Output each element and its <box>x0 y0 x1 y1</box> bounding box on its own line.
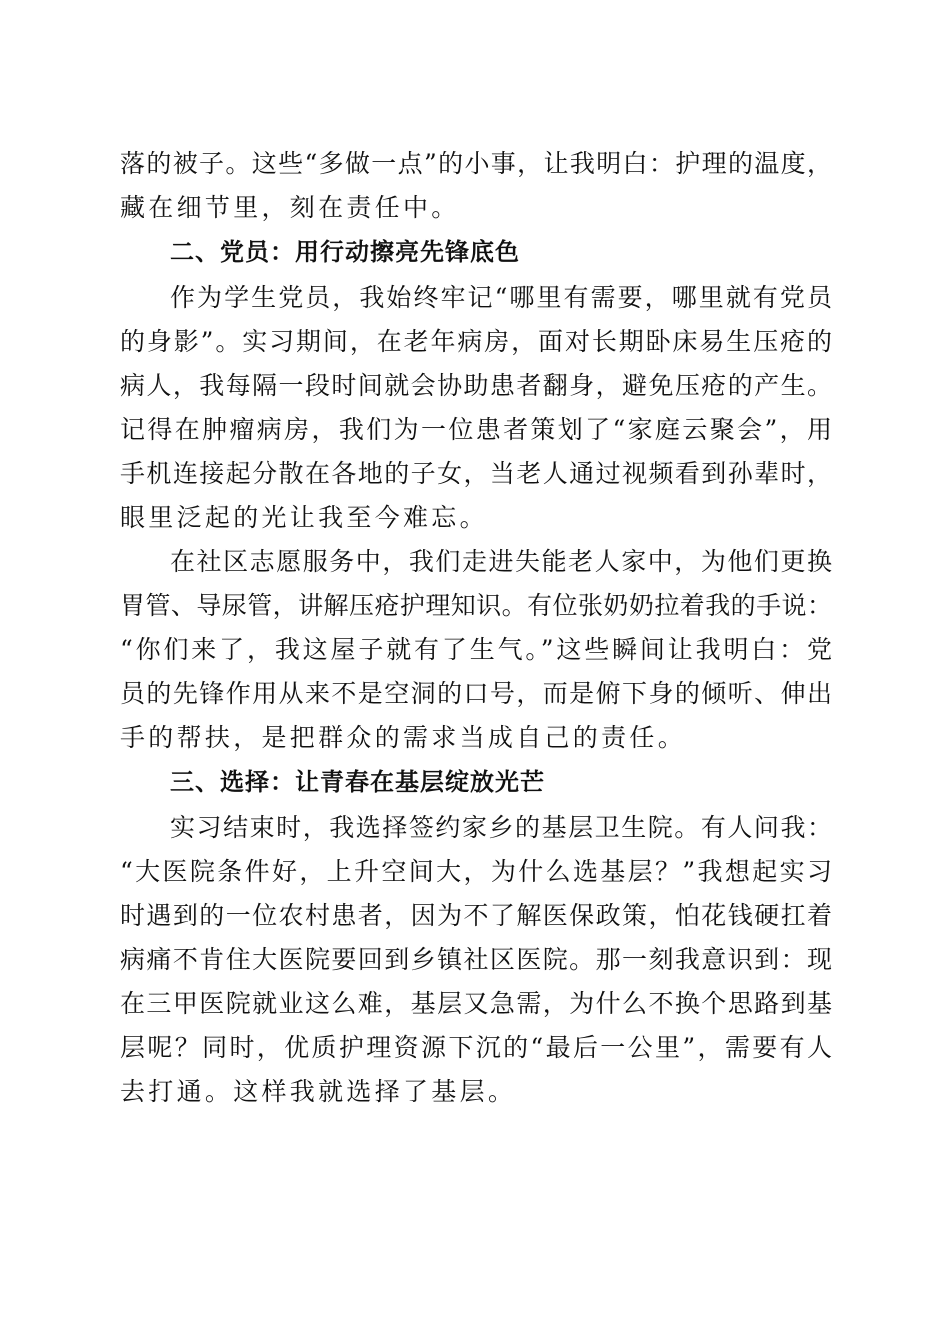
paragraph-line: 眼里泛起的光让我至今难忘。 <box>120 503 488 532</box>
document-body <box>120 142 832 1114</box>
paragraph-line: 在社区志愿服务中，我们走进失能老人家中，为他们更换 <box>170 547 832 576</box>
paragraph-line: 在三甲医院就业这么难，基层又急需，为什么不换个思路到基 <box>120 989 832 1018</box>
paragraph-line: 的身影”。实习期间，在老年病房，面对长期卧床易生压疮的 <box>120 327 832 356</box>
paragraph-line: 手机连接起分散在各地的子女，当老人通过视频看到孙辈时， <box>120 459 832 488</box>
paragraph-4 <box>120 806 832 1114</box>
paragraph-line: 时遇到的一位农村患者，因为不了解医保政策，怕花钱硬扛着 <box>120 901 832 930</box>
paragraph-line: “你们来了，我这屋子就有了生气。”这些瞬间让我明白：党 <box>120 635 832 664</box>
paragraph-line: 员的先锋作用从来不是空洞的口号，而是俯下身的倾听、伸出 <box>120 679 832 708</box>
paragraph-line: 作为学生党员，我始终牢记“哪里有需要，哪里就有党员 <box>170 283 832 312</box>
paragraph-line: “大医院条件好，上升空间大，为什么选基层？”我想起实习 <box>120 857 832 886</box>
paragraph-line: 层呢？同时，优质护理资源下沉的“最后一公里”，需要有人 <box>120 1033 832 1062</box>
paragraph-line: 病人，我每隔一段时间就会协助患者翻身，避免压疮的产生。 <box>120 371 832 400</box>
paragraph-line: 藏在细节里，刻在责任中。 <box>120 193 460 222</box>
paragraph-3 <box>120 540 832 760</box>
section-heading-3: 三、选择：让青春在基层绽放光芒 <box>170 768 545 796</box>
paragraph-line: 去打通。这样我就选择了基层。 <box>120 1077 517 1106</box>
paragraph-2 <box>120 276 832 540</box>
paragraph-1 <box>120 142 832 230</box>
paragraph-line: 病痛不肯住大医院要回到乡镇社区医院。那一刻我意识到：现 <box>120 945 832 974</box>
paragraph-line: 胃管、导尿管，讲解压疮护理知识。有位张奶奶拉着我的手说： <box>120 591 832 620</box>
paragraph-line: 手的帮扶，是把群众的需求当成自己的责任。 <box>120 723 687 752</box>
paragraph-line: 落的被子。这些“多做一点”的小事，让我明白：护理的温度， <box>120 149 832 178</box>
section-heading-2: 二、党员：用行动擦亮先锋底色 <box>170 238 520 266</box>
paragraph-line: 记得在肿瘤病房，我们为一位患者策划了“家庭云聚会”，用 <box>120 415 832 444</box>
paragraph-line: 实习结束时，我选择签约家乡的基层卫生院。有人问我： <box>170 813 832 842</box>
